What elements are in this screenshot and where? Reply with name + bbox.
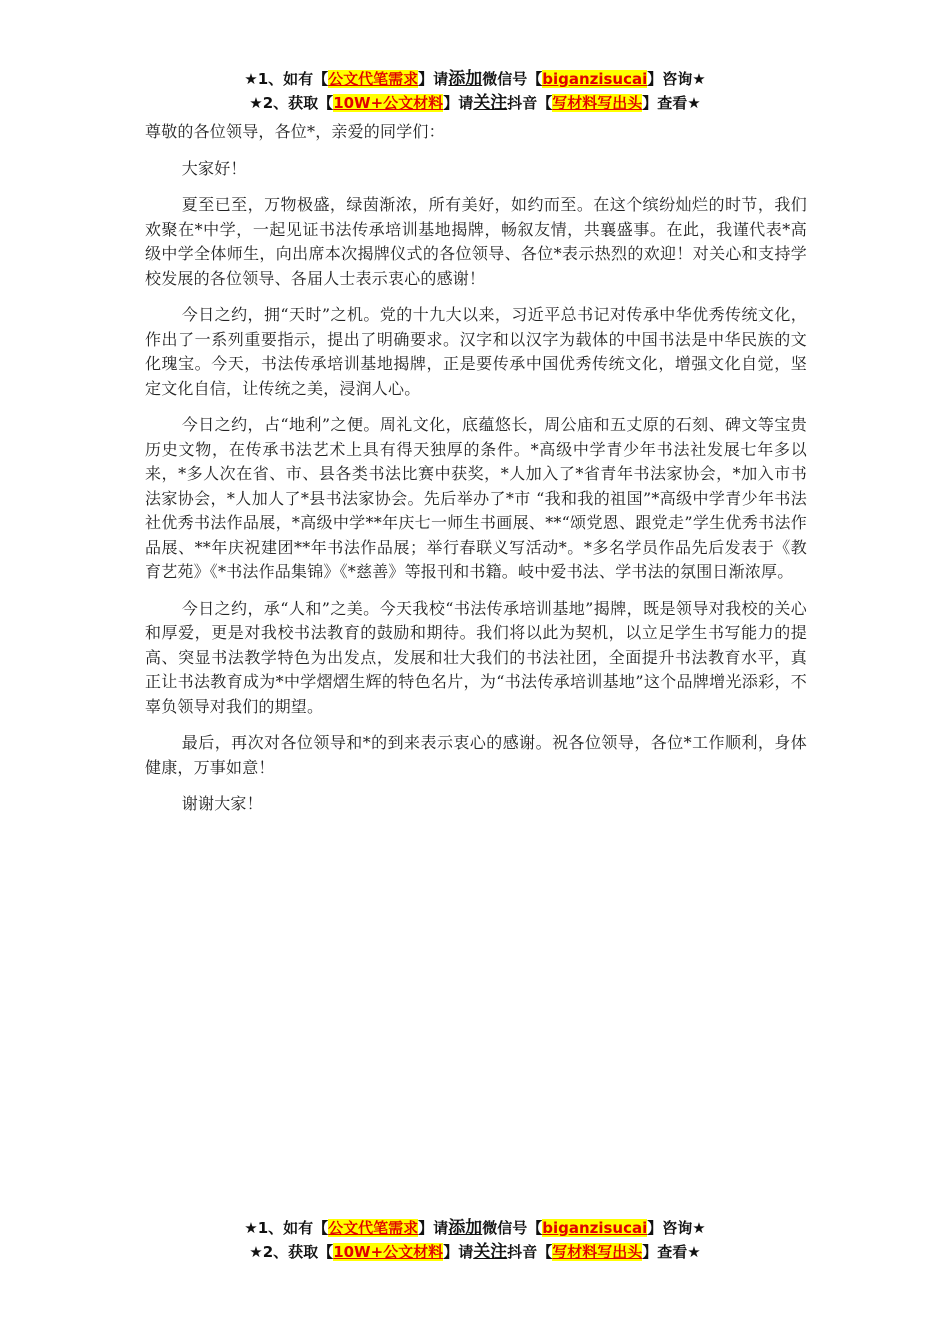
footer-banner [0,1216,950,1264]
banner-text: 】请 [418,70,449,88]
banner-line-2 [0,1240,950,1264]
salutation: 尊敬的各位领导，各位*，亲爱的同学们： [145,122,445,141]
banner-highlight-douyin: 写材料写出头 [552,1243,643,1261]
paragraph: 夏至已至，万物极盛，绿茵渐浓，所有美好，如约而至。在这个缤纷灿烂的时节，我们欢聚在*中学，一起见证书法传承培训基地揭牌，畅叙友情，共襄盛事。在此，我谨代表*高级中学全体师生，向出席本次揭牌仪式的各位领导、各位*表示热烈的欢迎！对关心和支持学校发展的各位领导、各届人士表示衷心的感谢！ [145,195,807,288]
banner-line-1 [0,1216,950,1240]
banner-text: ★2、获取【 [249,94,334,112]
banner-highlight-materials: 10W+公文材料 [333,94,444,112]
banner-text: ★1、如有【 [244,70,329,88]
banner-line-1 [0,67,950,91]
closing: 谢谢大家！ [181,794,263,813]
banner-text: 】请 [443,94,474,112]
banner-text: 抖音【 [507,1243,553,1261]
banner-line-2 [0,91,950,115]
paragraph: 最后，再次对各位领导和*的到来表示衷心的感谢。祝各位领导，各位*工作顺利，身体健康，万事如意！ [145,733,807,777]
banner-highlight-douyin: 写材料写出头 [552,94,643,112]
banner-text: 】查看★ [642,94,701,112]
paragraph: 今日之约，承“人和”之美。今天我校“书法传承培训基地”揭牌，既是领导对我校的关心和厚爱，更是对我校书法教育的鼓励和期待。我们将以此为契机，以立足学生书写能力的提高、突显书法教学特色为出发点，发展和壮大我们的书法社团，全面提升书法教育水平，真正让书法教育成为*中学熠熠生辉的特色名片，为“书法传承培训基地”这个品牌增光添彩，不辜负领导对我们的期望。 [145,598,807,716]
banner-text: ★1、如有【 [244,1219,329,1237]
banner-text: 】请 [418,1219,449,1237]
banner-highlight-materials: 10W+公文材料 [333,1243,444,1261]
paragraph: 今日之约，拥“天时”之机。党的十九大以来，习近平总书记对传承中华优秀传统文化，作出了一系列重要指示，提出了明确要求。汉字和以汉字为载体的中国书法是中华民族的文化瑰宝。今天，书法传承培训基地揭牌，正是要传承中国优秀传统文化，增强文化自觉，坚定文化自信，让传统之美，浸润人心。 [145,305,807,398]
banner-text: 】查看★ [642,1243,701,1261]
banner-text: 微信号【 [482,70,543,88]
banner-emphasis: 关注 [473,93,508,113]
banner-highlight-service: 公文代笔需求 [328,70,419,88]
banner-text: 抖音【 [507,94,553,112]
banner-text: 】请 [443,1243,474,1261]
paragraph: 今日之约，占“地利”之便。周礼文化，底蕴悠长，周公庙和五丈原的石刻、碑文等宝贵历史文物，在传承书法艺术上具有得天独厚的条件。*高级中学青少年书法社发展七年多以来，*多人次在省、市、县各类书法比赛中获奖，*人加入了*省青年书法家协会，*加入市书法家协会，*人加人了*县书法家协会。先后举办了*市 “我和我的祖国”*高级中学青少年书法社优秀书法作品展，*高级中学**年庆七一师生书画展、**“颂党恩、跟党走”学生优秀书法作品展、**年庆祝建团**年书法作品展；举行春联义写活动*。*多名学员作品先后发表于《教育艺苑》《*书法作品集锦》《*慈善》等报刊和书籍。岐中爱书法、学书法的氛围日渐浓厚。 [145,415,807,581]
greeting: 大家好！ [181,158,247,178]
banner-highlight-wechat: biganzisucai [542,1219,648,1237]
document-body [145,120,807,829]
banner-text: 微信号【 [482,1219,543,1237]
header-banner [0,67,950,115]
banner-text: 】咨询★ [647,70,706,88]
banner-emphasis: 添加 [448,69,483,89]
banner-highlight-service: 公文代笔需求 [328,1219,419,1237]
banner-emphasis: 添加 [448,1218,483,1238]
banner-text: ★2、获取【 [249,1243,334,1261]
banner-emphasis: 关注 [473,1242,508,1262]
banner-text: 】咨询★ [647,1219,706,1237]
banner-highlight-wechat: biganzisucai [542,70,648,88]
